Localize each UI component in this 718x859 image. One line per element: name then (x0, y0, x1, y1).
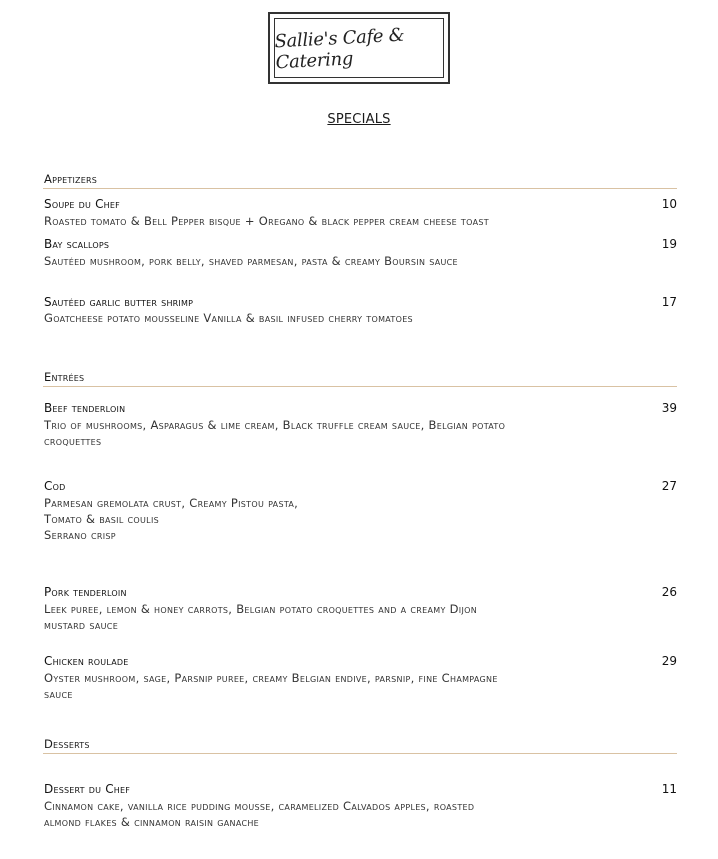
section-divider (43, 753, 677, 754)
menu-item-name: Bay scallops (44, 237, 110, 251)
menu-item-name: Beef tenderloin (44, 401, 126, 415)
menu-item-name: Chicken roulade (44, 654, 129, 668)
menu-item-name: Sautéed garlic butter shrimp (44, 295, 194, 309)
menu-item-name: Cod (44, 479, 66, 493)
logo (268, 12, 450, 84)
menu-item-price: 27 (661, 479, 677, 493)
description-line: Roasted tomato & Bell Pepper bisque + Oregano & black pepper cream cheese toast (44, 214, 489, 228)
logo-text: Sallie's Cafe & Catering (274, 24, 405, 74)
description-line: Serrano crisp (44, 528, 116, 542)
section-divider (43, 386, 677, 387)
description-line: Oyster mushroom, sage, Parsnip puree, creamy Belgian endive, parsnip, fine Champagne (44, 671, 498, 685)
menu-item-description (44, 495, 604, 543)
menu-item-description (44, 601, 604, 633)
description-line: sauce (44, 687, 73, 701)
menu-item-description (44, 798, 604, 830)
menu-item-price: 17 (661, 295, 677, 309)
description-line: Tomato & basil coulis (44, 512, 159, 526)
menu-item-description (44, 670, 604, 702)
menu-item-name: Soupe du Chef (44, 197, 120, 211)
menu-item-description (44, 417, 604, 449)
description-line: croquettes (44, 434, 102, 448)
menu-item-price: 26 (661, 585, 677, 599)
description-line: Sautéed mushroom, pork belly, shaved parmesan, pasta & creamy Boursin sauce (44, 254, 458, 268)
description-line: Cinnamon cake, vanilla rice pudding mousse, caramelized Calvados apples, roasted (44, 799, 475, 813)
menu-item-name: Pork tenderloin (44, 585, 127, 599)
menu-item-description (44, 213, 644, 229)
menu-item-price: 11 (661, 782, 677, 796)
description-line: mustard sauce (44, 618, 119, 632)
logo-frame (274, 18, 444, 78)
menu-item-price: 29 (661, 654, 677, 668)
description-line: Goatcheese potato mousseline Vanilla & basil infused cherry tomatoes (44, 311, 413, 325)
description-line: Leek puree, lemon & honey carrots, Belgian potato croquettes and a creamy Dijon (44, 602, 477, 616)
menu-item-price: 19 (661, 237, 677, 251)
menu-item-description (44, 253, 644, 269)
menu-item-name: Dessert du Chef (44, 782, 131, 796)
menu-item-description (44, 310, 644, 326)
section-heading-entrees: Entrées (44, 370, 85, 384)
description-line: Parmesan gremolata crust, Creamy Pistou pasta, (44, 496, 299, 510)
section-divider (43, 188, 677, 189)
description-line: almond flakes & cinnamon raisin ganache (44, 815, 260, 829)
section-heading-appetizers: Appetizers (44, 172, 97, 186)
page-title: SPECIALS (327, 112, 391, 127)
section-heading-desserts: Desserts (44, 737, 90, 751)
menu-item-price: 39 (661, 401, 677, 415)
description-line: Trio of mushrooms, Asparagus & lime cream, Black truffle cream sauce, Belgian potato (44, 418, 506, 432)
menu-item-price: 10 (661, 197, 677, 211)
